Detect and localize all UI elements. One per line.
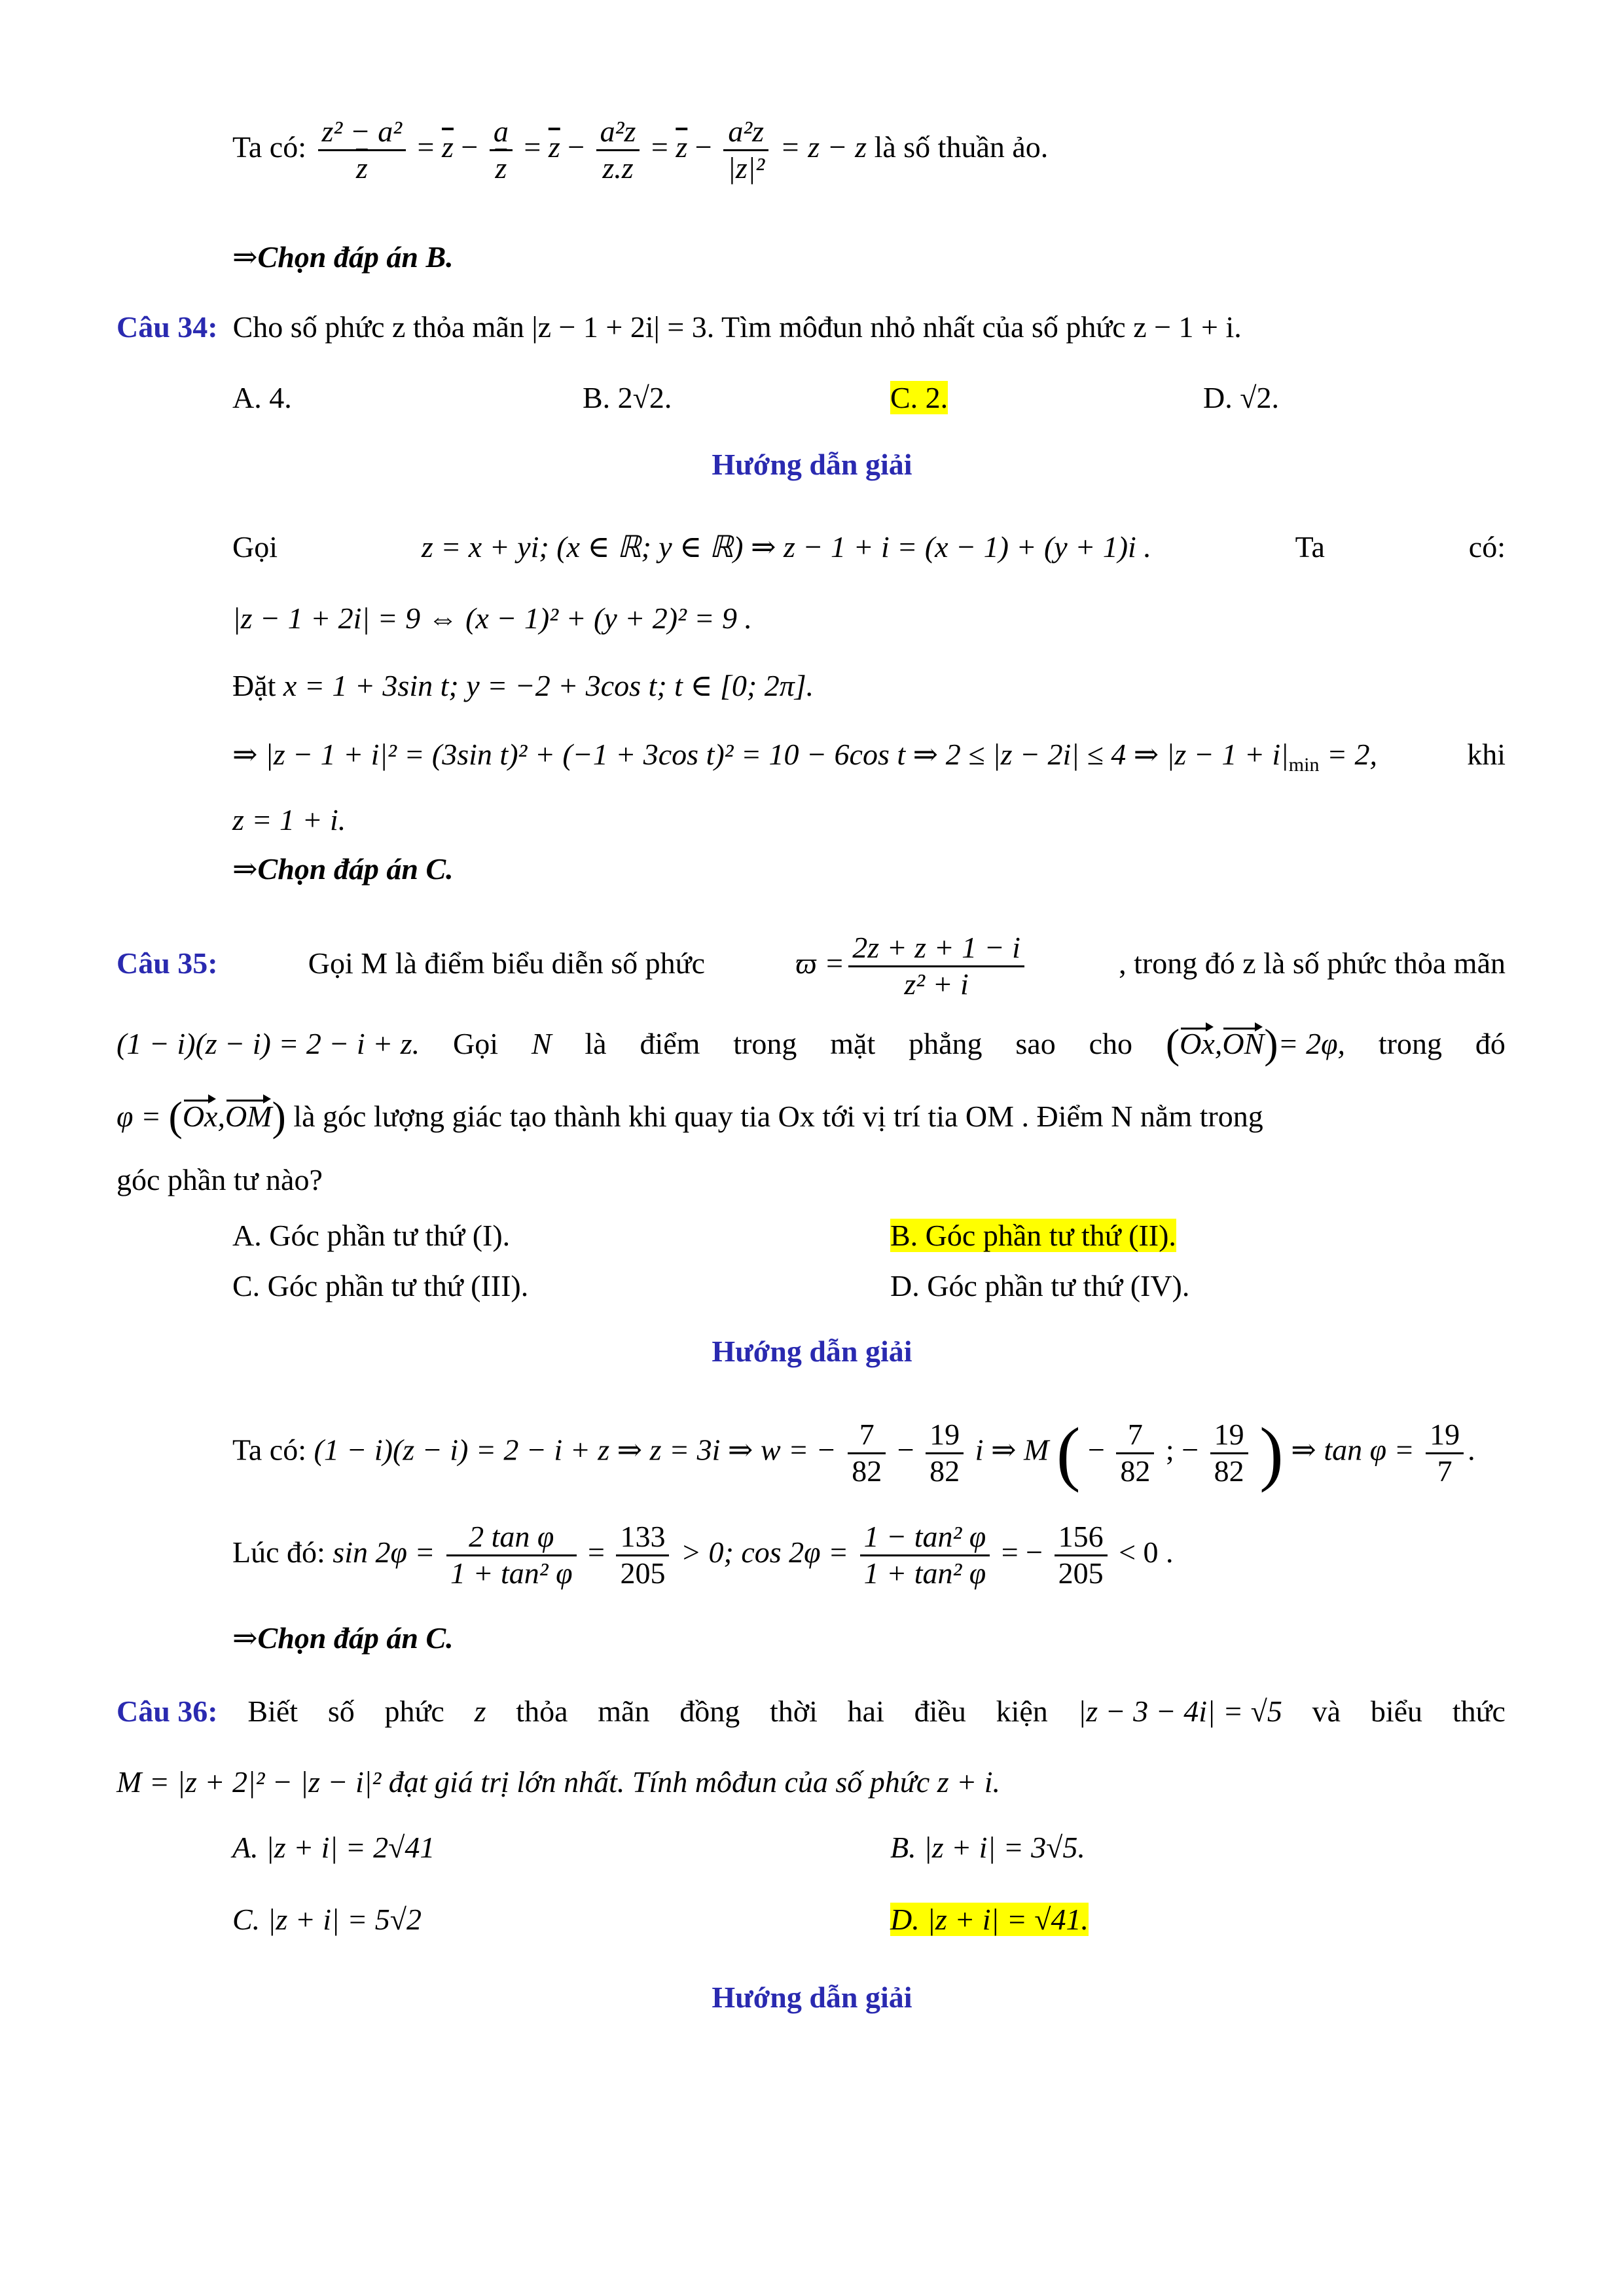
option-a: A. 4. bbox=[232, 381, 292, 414]
option-c: C. 2. bbox=[890, 381, 948, 414]
solution-line-2: Lúc đó: sin 2φ = $\frac{\text{2 tan φ}}{\text{1 + tan² φ}}$ = $\frac{133}{205}$ > 0; cos 2φ = $\frac{\text{1 − tan² φ}}{\text{1 + tan² φ}}$ = − $\frac{156}{205}$ < 0 . bbox=[232, 1520, 1174, 1590]
solution-heading: Hướng dẫn giải bbox=[712, 1981, 912, 2014]
word: phức bbox=[384, 1695, 444, 1728]
option-a: A. |z + i| = 2√41 bbox=[232, 1831, 435, 1864]
fraction: $\frac{\text{z² − a²}}{z}$ bbox=[318, 115, 406, 186]
question-label: Câu 36: bbox=[117, 1695, 218, 1728]
option-c: C. Góc phần tư thứ (III). bbox=[232, 1269, 529, 1302]
question-35-line-1: Câu 35: Gọi M là điểm biểu diễn số phức ϖ = $\frac{2z + z + 1 - i}{\text{z² + i}}$ , trong đó z là số phức thỏa mãn bbox=[117, 931, 1506, 1001]
solution-line-3: Đặt x = 1 + 3sin t; y = −2 + 3cos t; t ∈ [0; 2π]. bbox=[232, 669, 814, 702]
option-d: D. Góc phần tư thứ (IV). bbox=[890, 1269, 1190, 1302]
solution-heading: Hướng dẫn giải bbox=[712, 1335, 912, 1368]
word: điều bbox=[914, 1695, 966, 1728]
option-d: D. √2. bbox=[1203, 381, 1279, 414]
option-b: B. 2√2. bbox=[583, 381, 672, 414]
fraction: $\frac{133}{205}$ bbox=[616, 1520, 669, 1591]
solution-heading: Hướng dẫn giải bbox=[712, 448, 912, 481]
option-a: A. Góc phần tư thứ (I). bbox=[232, 1219, 511, 1252]
solution-line-4: ⇒ |z − 1 + i|² = (3sin t)² + (−1 + 3cos t)² = 10 − 6cos t ⇒ 2 ≤ |z − 2i| ≤ 4 ⇒ $|z - 1 + i|_{min} = 2$, khi bbox=[232, 738, 1506, 776]
question-36-line-2: M = |z + 2|² − |z − i|² đạt giá trị lớn nhất. Tính môđun của số phức z + i. bbox=[117, 1765, 1000, 1799]
ta-co-label: Ta có: bbox=[232, 130, 307, 164]
word: Biết bbox=[247, 1695, 298, 1728]
word: và bbox=[1312, 1695, 1341, 1728]
word: kiện bbox=[996, 1695, 1048, 1728]
word: đồng bbox=[679, 1695, 740, 1728]
option-d: D. |z + i| = √41. bbox=[890, 1903, 1089, 1936]
fraction: $\frac{19}{82}$ bbox=[1210, 1418, 1248, 1489]
fraction: $\frac{7}{82}$ bbox=[1116, 1418, 1154, 1489]
fraction: $\frac{\text{a²z}}{\text{|z|²}}$ bbox=[723, 115, 768, 186]
question-label: Câu 34: bbox=[117, 310, 218, 344]
fraction: $\frac{\text{2 tan φ}}{\text{1 + tan² φ}}$ bbox=[446, 1520, 577, 1591]
option-c: C. |z + i| = 5√2 bbox=[232, 1903, 422, 1936]
top-formula-line: Ta có: $\frac{\text{z² − a²}}{z}$ = $\overline{z}$ − $\frac{a}{z}$ = $\overline{z}$ − $\frac{\text{a²z}}{z.z}$ = $\overline{z}$ − $\frac{\text{a²z}}{\text{|z|²}}$ = z − z là số thuần ảo. bbox=[232, 115, 1049, 185]
fraction: $\frac{7}{82}$ bbox=[848, 1418, 886, 1489]
answer-line: ⇒Chọn đáp án C. bbox=[232, 852, 454, 886]
option-b: B. Góc phần tư thứ (II). bbox=[890, 1219, 1176, 1252]
angle-expression: (Ox,ON)= 2φ, bbox=[1165, 1020, 1346, 1067]
question-text: Cho số phức z thỏa mãn |z − 1 + 2i| = 3. Tìm môđun nhỏ nhất của số phức z − 1 + i. bbox=[232, 310, 1242, 344]
solution-line-5: z = 1 + i. bbox=[232, 803, 346, 836]
solution-line-1: Ta có: (1 − i)(z − i) = 2 − i + z ⇒ z = 3i ⇒ w = − $\frac{7}{82}$ − $\frac{19}{82}$ i ⇒ M ( − $\frac{7}{82}$ ; − $\frac{19}{82}$ ) ⇒ tan φ = $\frac{19}{7}$ . bbox=[232, 1413, 1475, 1493]
word: số bbox=[327, 1695, 355, 1728]
option-b: B. |z + i| = 3√5. bbox=[890, 1831, 1085, 1864]
word: z bbox=[474, 1695, 486, 1728]
fraction: $\frac{2z + z + 1 - i}{\text{z² + i}}$ bbox=[848, 931, 1024, 1002]
question-label: Câu 35: bbox=[117, 946, 218, 980]
answer-line: ⇒Chọn đáp án C. bbox=[232, 1621, 454, 1655]
word: thức bbox=[1452, 1695, 1506, 1728]
word: |z − 3 − 4i| = √5 bbox=[1077, 1695, 1282, 1728]
word: thỏa bbox=[516, 1695, 568, 1728]
fraction: $\frac{\text{1 − tan² φ}}{\text{1 + tan² φ}}$ bbox=[860, 1520, 990, 1591]
fraction: $\frac{19}{82}$ bbox=[926, 1418, 964, 1489]
question-35-line-3: φ = (Ox,OM) là góc lượng giác tạo thành khi quay tia Ox tới vị trí tia OM . Điểm N nằm trong bbox=[117, 1093, 1263, 1139]
fraction: $\frac{19}{7}$ bbox=[1426, 1418, 1464, 1489]
fraction: $\frac{156}{205}$ bbox=[1055, 1520, 1108, 1591]
word: biểu bbox=[1370, 1695, 1423, 1728]
question-34 bbox=[117, 309, 1242, 345]
answer-line: ⇒Chọn đáp án B. bbox=[232, 240, 454, 274]
fraction: $\frac{a}{z}$ bbox=[490, 115, 513, 186]
question-35-line-2: (1 − i)(z − i) = 2 − i + z. Gọi N là điểm trong mặt phẳng sao cho (Ox,ON)= 2φ, trong đó bbox=[117, 1020, 1506, 1067]
question-36-line-1 bbox=[117, 1694, 1506, 1729]
word: thời bbox=[770, 1695, 818, 1728]
solution-line-1: Gọi z = x + yi; (x ∈ ℝ; y ∈ ℝ) ⇒ z − 1 + i = (x − 1) + (y + 1)i . Ta có: bbox=[232, 530, 1506, 564]
question-35-line-4: góc phần tư nào? bbox=[117, 1163, 323, 1196]
fraction: $\frac{\text{a²z}}{z.z}$ bbox=[596, 115, 640, 186]
word: mãn bbox=[598, 1695, 650, 1728]
word: hai bbox=[847, 1695, 884, 1728]
solution-line-2: |z − 1 + 2i| = 9 ⇔ (x − 1)² + (y + 2)² = 9 . bbox=[232, 601, 752, 635]
